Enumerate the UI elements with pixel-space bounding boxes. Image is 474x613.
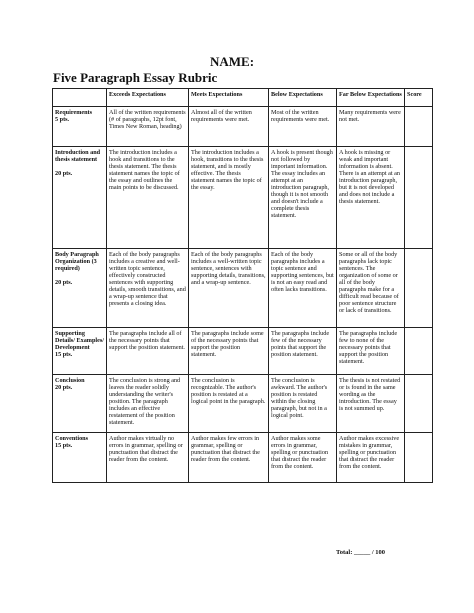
far-below-cell: A hook is missing or weak and important information is absent. There is an attempt at an introduction paragraph, but it is not developed and does not include a thesis statement.	[337, 147, 405, 249]
score-cell[interactable]	[405, 107, 433, 147]
category-cell	[53, 433, 107, 483]
category-cell	[53, 147, 107, 249]
below-cell: Most of the written requirements were met.	[269, 107, 337, 147]
category-label: Body Paragraph Organization (3 required)	[55, 250, 99, 272]
category-label: Conventions	[55, 434, 89, 442]
far-below-cell: Many requirements were not met.	[337, 107, 405, 147]
score-cell[interactable]	[405, 328, 433, 375]
column-header-score: Score	[405, 89, 433, 107]
far-below-cell: Author makes excessive mistakes in grammar, spelling or punctuation that distract the reader from the content.	[337, 433, 405, 483]
category-points: 5 pts.	[55, 115, 70, 123]
category-points: 20 pts.	[55, 383, 73, 391]
category-cell	[53, 328, 107, 375]
exceeds-cell: Author makes virtually no errors in grammar, spelling or punctuation that distract the reader from the content.	[107, 433, 189, 483]
meets-cell: The introduction includes a hook, transitions to the thesis statement, and is mostly effective. The thesis statement names the topic of the essay.	[189, 147, 269, 249]
column-header-meets: Meets Expectations	[189, 89, 269, 107]
exceeds-cell: Each of the body paragraphs includes a creative and well-written topic sentence, effectively constructed sentences with supporting details, smooth transitions, and a wrap-up sentence that presents a closing idea.	[107, 249, 189, 328]
below-cell: The paragraphs include few of the necessary points that support the position statement.	[269, 328, 337, 375]
category-cell	[53, 107, 107, 147]
column-header-far-below: Far Below Expectations	[337, 89, 405, 107]
meets-cell: Author makes few errors in grammar, spelling or punctuation that distract the reader from the content.	[189, 433, 269, 483]
category-label: Conclusion	[55, 376, 85, 384]
below-cell: Author makes some errors in grammar, spelling or punctuation that distract the reader from the content.	[269, 433, 337, 483]
table-row	[53, 249, 433, 328]
category-cell	[53, 249, 107, 328]
table-row	[53, 107, 433, 147]
exceeds-cell: All of the written requirements (# of paragraphs, 12pt font, Times New Roman, heading)	[107, 107, 189, 147]
category-label: Introduction and thesis statement	[55, 148, 101, 163]
score-cell[interactable]	[405, 249, 433, 328]
column-header-below: Below Expectations	[269, 89, 337, 107]
column-header-category	[53, 89, 107, 107]
far-below-cell: The paragraphs include few to none of the necessary points that support the position statement.	[337, 328, 405, 375]
table-row	[53, 147, 433, 249]
table-row	[53, 328, 433, 375]
name-label: NAME:	[210, 54, 255, 69]
meets-cell: The paragraphs include some of the necessary points that support the position statement.	[189, 328, 269, 375]
column-header-exceeds: Exceeds Expectations	[107, 89, 189, 107]
total-score-line: Total: _____ / 100	[336, 549, 386, 556]
below-cell: Each of the body paragraphs includes a topic sentence and supporting sentences, but is not an easy read and often lacks transitions.	[269, 249, 337, 328]
exceeds-cell: The introduction includes a hook and transitions to the thesis statement. The thesis statement names the topic of the essay and outlines the main points to be discussed.	[107, 147, 189, 249]
score-cell[interactable]	[405, 147, 433, 249]
rubric-table	[52, 88, 433, 483]
exceeds-cell: The paragraphs include all of the necessary points that support the position statement.	[107, 328, 189, 375]
meets-cell: Almost all of the written requirements were met.	[189, 107, 269, 147]
category-label: Requirements	[55, 108, 93, 116]
category-points: 20 pts.	[55, 278, 73, 286]
far-below-cell: Some or all of the body paragraphs lack topic sentences. The organization of some or all of the body paragraphs make for a difficult read because of poor sentence structure or lack of transitions.	[337, 249, 405, 328]
page-title: Five Paragraph Essay Rubric	[53, 70, 218, 85]
header-row	[53, 89, 433, 107]
category-label: Supporting Details/ Examples/ Development	[55, 329, 104, 351]
score-cell[interactable]	[405, 433, 433, 483]
category-cell	[53, 375, 107, 433]
score-cell[interactable]	[405, 375, 433, 433]
below-cell: The conclusion is awkward. The author's position is restated within the closing paragraph, but not in a logical point.	[269, 375, 337, 433]
exceeds-cell: The conclusion is strong and leaves the reader solidly understanding the writer's position. The paragraph includes an effective restatement of the position statement.	[107, 375, 189, 433]
category-points: 20 pts.	[55, 169, 73, 177]
below-cell: A hook is present though not followed by important information. The essay includes an attempt at an introduction paragraph, though it is not smooth and doesn't include a complete thesis statement.	[269, 147, 337, 249]
far-below-cell: The thesis is not restated or is found in the same wording as the introduction. The essay is not summed up.	[337, 375, 405, 433]
category-points: 15 pts.	[55, 441, 73, 449]
table-row	[53, 433, 433, 483]
meets-cell: The conclusion is recognizable. The author's position is restated at a logical point in the paragraph.	[189, 375, 269, 433]
category-points: 15 pts.	[55, 350, 73, 358]
table-row	[53, 375, 433, 433]
meets-cell: Each of the body paragraphs includes a well-written topic sentence, sentences with supporting details, transitions, and a wrap-up sentence.	[189, 249, 269, 328]
